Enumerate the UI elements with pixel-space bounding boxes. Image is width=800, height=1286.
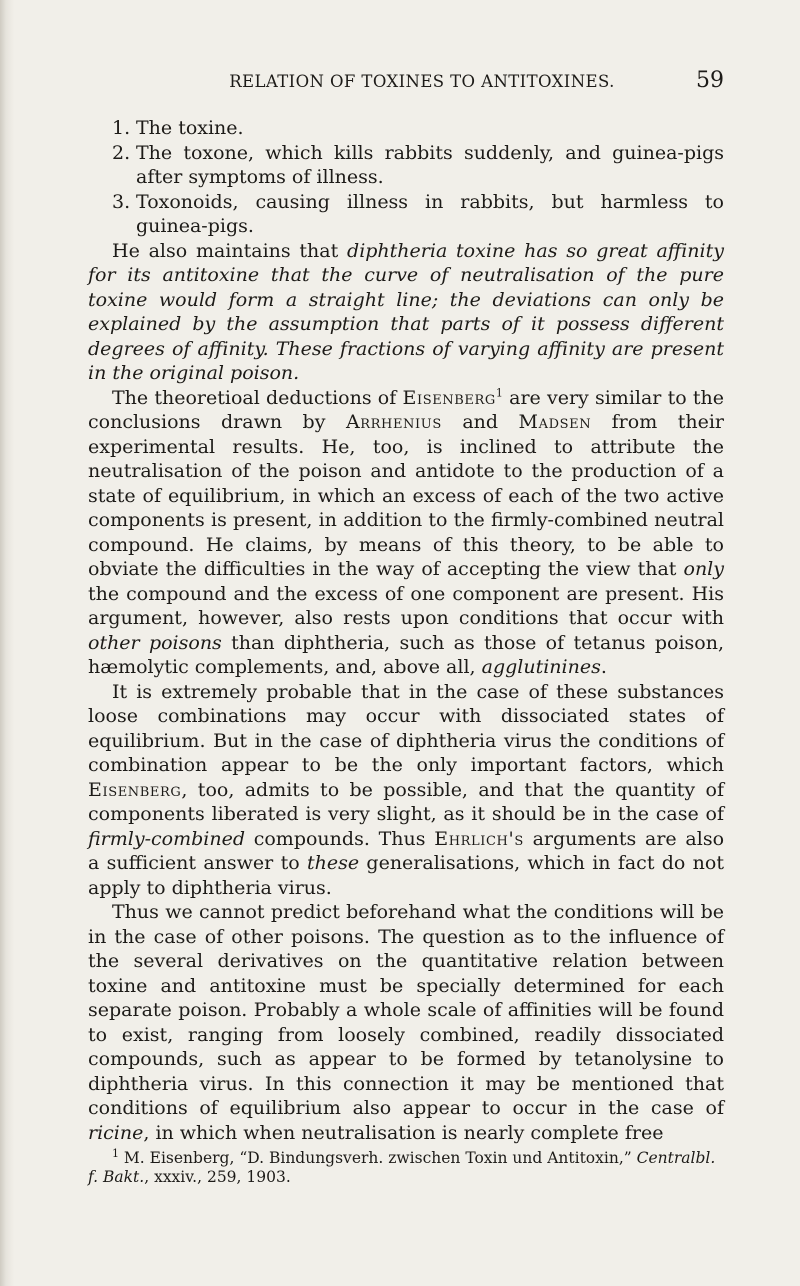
list-item xyxy=(88,190,724,239)
italic-text: agglutinines xyxy=(481,656,601,678)
text-run: The theoretioal deductions of xyxy=(112,386,403,409)
text-run: than diphtheria, such as those of tetanus poison, hæmolytic complements, and, above all, xyxy=(88,631,724,678)
text-run: It is extremely probable that in the case of these substances loose combinations may occur with dissociated states of equilibrium. But in the case of diphtheria virus the conditions of combination appear to be the only important factors, which xyxy=(88,680,724,776)
numbered-list xyxy=(88,116,724,239)
text-run: , in which when neutralisation is nearly complete free xyxy=(143,1121,664,1144)
footnote-mark: 1 xyxy=(495,386,503,400)
page-number: 59 xyxy=(696,68,724,93)
italic-text: other poisons xyxy=(88,631,222,654)
text-run: He also maintains that xyxy=(112,239,348,262)
list-item xyxy=(88,116,724,141)
text-run: from their experimental results. He, too, is inclined to attribute the neutralisation of the poison and antidote to the production of a state of equilibrium, in which an excess of each of the two active components is present, in addition to the firmly-combined neutral compound. He claims, by means of this theory, to be able to obviate the difficulties in the way of accepting the view that xyxy=(88,411,724,580)
journal-title: Centralbl. f. Bakt. xyxy=(88,1149,716,1186)
running-head: RELATION OF TOXINES TO ANTITOXINES. xyxy=(229,72,615,91)
author-name: Eisenberg xyxy=(88,778,182,801)
list-item-number: 1. xyxy=(112,117,131,139)
text-run: the compound and the excess of one component are present. His argument, however, also rests upon conditions that occur with xyxy=(88,582,724,629)
list-item-text: The toxone, which kills rabbits suddenly, and guinea-pigs after symptoms of illness. xyxy=(136,141,724,188)
page-header xyxy=(88,68,724,104)
footnote xyxy=(88,1146,724,1187)
book-page xyxy=(88,68,724,1187)
italic-text: these xyxy=(306,852,360,874)
body-text xyxy=(88,116,724,1145)
text-run: generalisations, which in fact do not apply to diphtheria virus. xyxy=(88,852,724,899)
paragraph xyxy=(88,680,724,901)
author-name: Eisenberg xyxy=(402,386,496,409)
paragraph xyxy=(88,386,724,680)
italic-text: only xyxy=(683,558,724,580)
author-name: Arrhenius xyxy=(345,411,442,433)
text-run: , too, admits to be possible, and that the quantity of components liberated is very slight, as it should be in the case of xyxy=(88,778,724,825)
text-run: compounds. Thus xyxy=(244,827,435,850)
italic-text: firmly-combined xyxy=(88,827,245,850)
author-name: Madsen xyxy=(518,411,592,433)
paragraph xyxy=(88,900,724,1145)
list-item-number: 3. xyxy=(112,190,131,213)
list-item-text: The toxine. xyxy=(136,117,244,139)
list-item-number: 2. xyxy=(112,141,131,164)
italic-text: ricine xyxy=(88,1121,144,1144)
text-run: are very similar to the conclusions drawn by xyxy=(88,386,725,433)
footnote-mark: 1 xyxy=(112,1146,119,1160)
text-run: and xyxy=(441,411,519,433)
footnote-text: , xxxiv., 259, 1903. xyxy=(144,1168,291,1186)
list-item-text: Toxonoids, causing illness in rabbits, but harmless to guinea-pigs. xyxy=(136,190,724,237)
paragraph xyxy=(88,239,724,386)
list-item xyxy=(88,141,724,190)
page-edge-shadow xyxy=(0,0,14,1286)
text-run: . xyxy=(600,656,607,678)
text-run: Thus we cannot predict beforehand what the conditions will be in the case of other poisons. The question as to the influence of the several derivatives on the quantitative relation between toxine and antitoxine must be specially determined for each separate poison. Probably a whole scale of affinities will be found to exist, ranging from loosely combined, readily dissociated compounds, such as appear to be formed by tetanolysine to diphtheria virus. In this connection it may be mentioned that conditions of equilibrium also appear to occur in the case of xyxy=(88,901,724,1119)
italic-text: diphtheria toxine has so great affinity for its antitoxine that the curve of neutralisation of the pure toxine would form a straight line; the deviations can only be explained by the assumption that parts of it possess different degrees of affinity. These fractions of varying affinity are present in the original poison. xyxy=(88,239,724,384)
footnote-text: M. Eisenberg, “D. Bindungsverh. zwischen Toxin und Antitoxin,” xyxy=(119,1149,637,1167)
author-name: Ehrlich's xyxy=(434,827,524,850)
text-run: arguments are also a sufficient answer to xyxy=(88,827,725,874)
